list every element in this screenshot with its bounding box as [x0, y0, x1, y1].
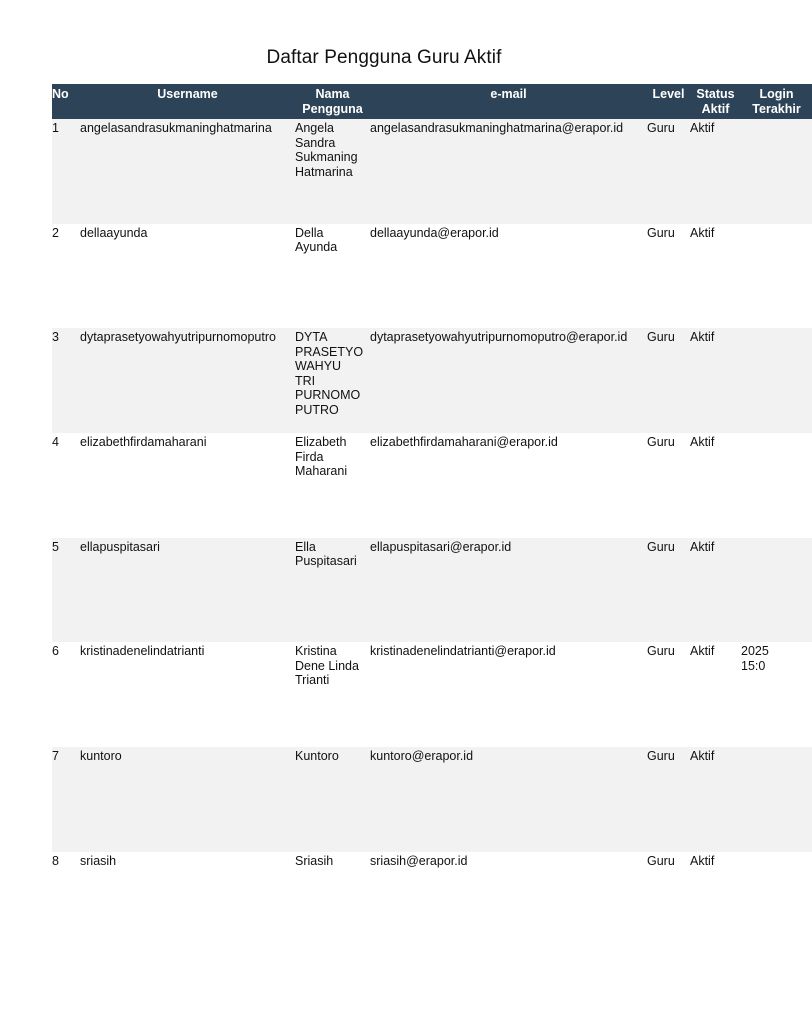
cell-login-terakhir — [741, 224, 812, 329]
cell-login-terakhir: 2025 15:0 — [741, 644, 769, 673]
table-row — [52, 119, 812, 224]
cell-username: angelasandrasukmaninghatmarina — [80, 121, 272, 135]
header-login-terakhir: Login Terakhir — [752, 87, 801, 116]
cell-email: dellaayunda@erapor.id — [370, 225, 499, 240]
cell-username: kuntoro — [80, 749, 122, 764]
cell-email: angelasandrasukmaninghatmarina@erapor.id — [370, 121, 624, 135]
cell-status: Aktif — [690, 435, 715, 450]
cell-email: elizabethfirdamaharani@erapor.id — [370, 435, 558, 450]
table-row — [52, 433, 812, 538]
header-status-aktif: Status Aktif — [696, 87, 735, 116]
cell-username: sriasih — [80, 853, 117, 868]
table-row — [52, 328, 812, 433]
cell-level: Guru — [647, 853, 675, 868]
cell-login-terakhir — [741, 852, 812, 957]
cell-level: Guru — [647, 644, 675, 659]
cell-login-terakhir — [741, 538, 812, 643]
cell-no: 4 — [52, 435, 59, 450]
table-body — [52, 119, 812, 957]
cell-email: dytaprasetyowahyutripurnomoputro@erapor.id — [370, 330, 628, 345]
cell-nama-pengguna: Della Ayunda — [295, 225, 338, 255]
cell-level: Guru — [647, 435, 675, 450]
table-row — [52, 224, 812, 329]
table-header — [52, 84, 812, 119]
cell-email: sriasih@erapor.id — [370, 853, 468, 868]
cell-username: dellaayunda — [80, 225, 148, 240]
table-row — [52, 642, 812, 747]
cell-level: Guru — [647, 121, 675, 135]
cell-status: Aktif — [690, 225, 715, 240]
user-table-container — [52, 84, 801, 957]
user-table — [52, 84, 812, 957]
cell-email: kristinadenelindatrianti@erapor.id — [370, 644, 556, 659]
cell-login-terakhir — [741, 119, 812, 224]
cell-no: 6 — [52, 644, 59, 659]
table-header-row — [52, 84, 812, 119]
header-nama-pengguna: Nama Pengguna — [302, 87, 363, 116]
cell-level: Guru — [647, 225, 675, 240]
cell-nama-pengguna: Kuntoro — [295, 749, 339, 764]
cell-nama-pengguna: Ella Puspitasari — [295, 539, 357, 569]
cell-no: 2 — [52, 225, 59, 240]
header-email: e-mail — [490, 87, 527, 101]
header-username: Username — [157, 87, 218, 101]
header-no: No — [52, 87, 69, 101]
cell-email: ellapuspitasari@erapor.id — [370, 539, 512, 554]
table-row — [52, 852, 812, 957]
cell-nama-pengguna: Angela Sandra Sukmaning Hatmarina — [295, 121, 358, 179]
cell-email: kuntoro@erapor.id — [370, 749, 474, 764]
cell-status: Aktif — [690, 853, 715, 868]
cell-username: dytaprasetyowahyutripurnomoputro — [80, 330, 276, 345]
cell-level: Guru — [647, 749, 675, 764]
cell-no: 5 — [52, 539, 59, 554]
cell-username: ellapuspitasari — [80, 539, 160, 554]
cell-status: Aktif — [690, 539, 715, 554]
cell-username: kristinadenelindatrianti — [80, 644, 205, 659]
cell-login-terakhir — [741, 747, 812, 852]
cell-status: Aktif — [690, 330, 715, 345]
cell-login-terakhir — [741, 328, 812, 433]
cell-status: Aktif — [690, 644, 715, 659]
page-title: Daftar Pengguna Guru Aktif — [266, 47, 502, 68]
table-row — [52, 747, 812, 852]
cell-login-terakhir — [741, 433, 812, 538]
cell-status: Aktif — [690, 121, 715, 135]
cell-nama-pengguna: Sriasih — [295, 853, 334, 868]
cell-no: 7 — [52, 749, 59, 764]
cell-no: 3 — [52, 330, 59, 345]
cell-nama-pengguna: Elizabeth Firda Maharani — [295, 435, 348, 479]
cell-level: Guru — [647, 539, 675, 554]
cell-no: 1 — [52, 121, 59, 135]
cell-status: Aktif — [690, 749, 715, 764]
header-level: Level — [652, 87, 685, 101]
cell-no: 8 — [52, 853, 59, 868]
cell-nama-pengguna: DYTA PRASETYO WAHYU TRI PURNOMO PUTRO — [295, 330, 364, 417]
cell-level: Guru — [647, 330, 675, 345]
cell-nama-pengguna: Kristina Dene Linda Trianti — [295, 644, 359, 688]
table-row — [52, 538, 812, 643]
cell-username: elizabethfirdamaharani — [80, 435, 207, 450]
